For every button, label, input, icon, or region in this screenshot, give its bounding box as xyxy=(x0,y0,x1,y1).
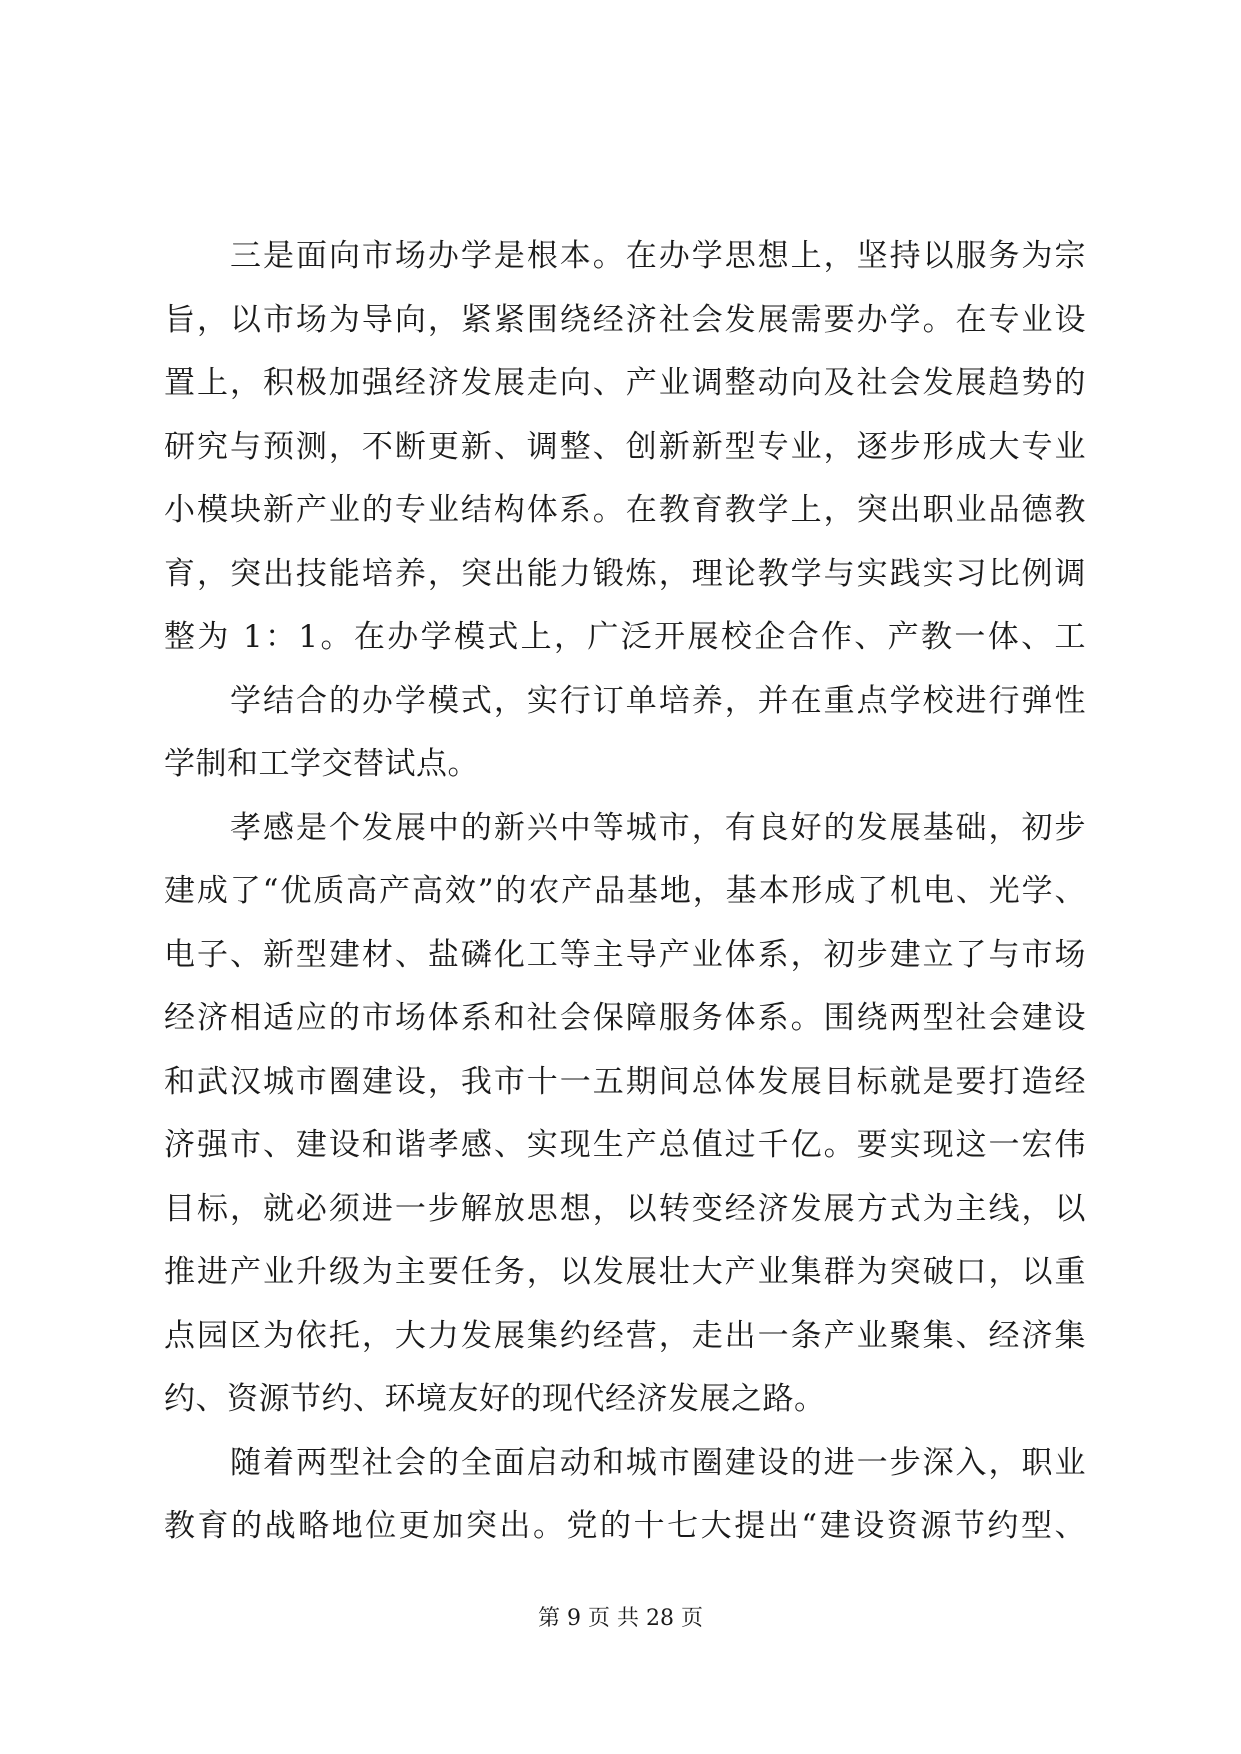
text-line: 推进产业升级为主要任务，以发展壮大产业集群为突破口，以重 xyxy=(164,1254,1086,1290)
text-line: 经济相适应的市场体系和社会保障服务体系。围绕两型社会建设 xyxy=(164,1000,1086,1036)
text-line: 整为 1：1。在办学模式上，广泛开展校企合作、产教一体、工 xyxy=(164,619,1086,655)
text-line: 置上，积极加强经济发展走向、产业调整动向及社会发展趋势的 xyxy=(164,365,1086,401)
text-line: 电子、新型建材、盐磷化工等主导产业体系，初步建立了与市场 xyxy=(164,936,1086,973)
text-line: 研究与预测，不断更新、调整、创新新型专业，逐步形成大专业 xyxy=(164,428,1086,465)
text-line: 小模块新产业的专业结构体系。在教育教学上，突出职业品德教 xyxy=(164,492,1086,528)
text-line: 育，突出技能培养，突出能力锻炼，理论教学与实践实习比例调 xyxy=(164,555,1086,592)
text-line: 旨，以市场为导向，紧紧围绕经济社会发展需要办学。在专业设 xyxy=(164,301,1086,338)
text-line: 约、资源节约、环境友好的现代经济发展之路。 xyxy=(164,1381,826,1417)
page-footer: 第 9 页 共 28 页 xyxy=(538,1606,703,1631)
text-line: 随着两型社会的全面启动和城市圈建设的进一步深入，职业 xyxy=(230,1444,1086,1481)
text-line: 济强市、建设和谐孝感、实现生产总值过千亿。要实现这一宏伟 xyxy=(164,1127,1086,1163)
text-line: 和武汉城市圈建设，我市十一五期间总体发展目标就是要打造经 xyxy=(164,1063,1086,1100)
text-line: 点园区为依托，大力发展集约经营，走出一条产业聚集、经济集 xyxy=(164,1317,1086,1354)
text-line: 教育的战略地位更加突出。党的十七大提出“建设资源节约型、 xyxy=(164,1508,1086,1544)
text-line: 孝感是个发展中的新兴中等城市，有良好的发展基础，初步 xyxy=(230,809,1086,846)
body-text xyxy=(164,225,1086,1559)
text-line: 三是面向市场办学是根本。在办学思想上，坚持以服务为宗 xyxy=(230,238,1086,274)
text-line: 学结合的办学模式，实行订单培养，并在重点学校进行弹性 xyxy=(230,682,1086,719)
text-line: 学制和工学交替试点。 xyxy=(164,746,479,782)
text-line: 建成了“优质高产高效”的农产品基地，基本形成了机电、光学、 xyxy=(164,873,1086,909)
text-line: 目标，就必须进一步解放思想，以转变经济发展方式为主线，以 xyxy=(164,1190,1086,1227)
